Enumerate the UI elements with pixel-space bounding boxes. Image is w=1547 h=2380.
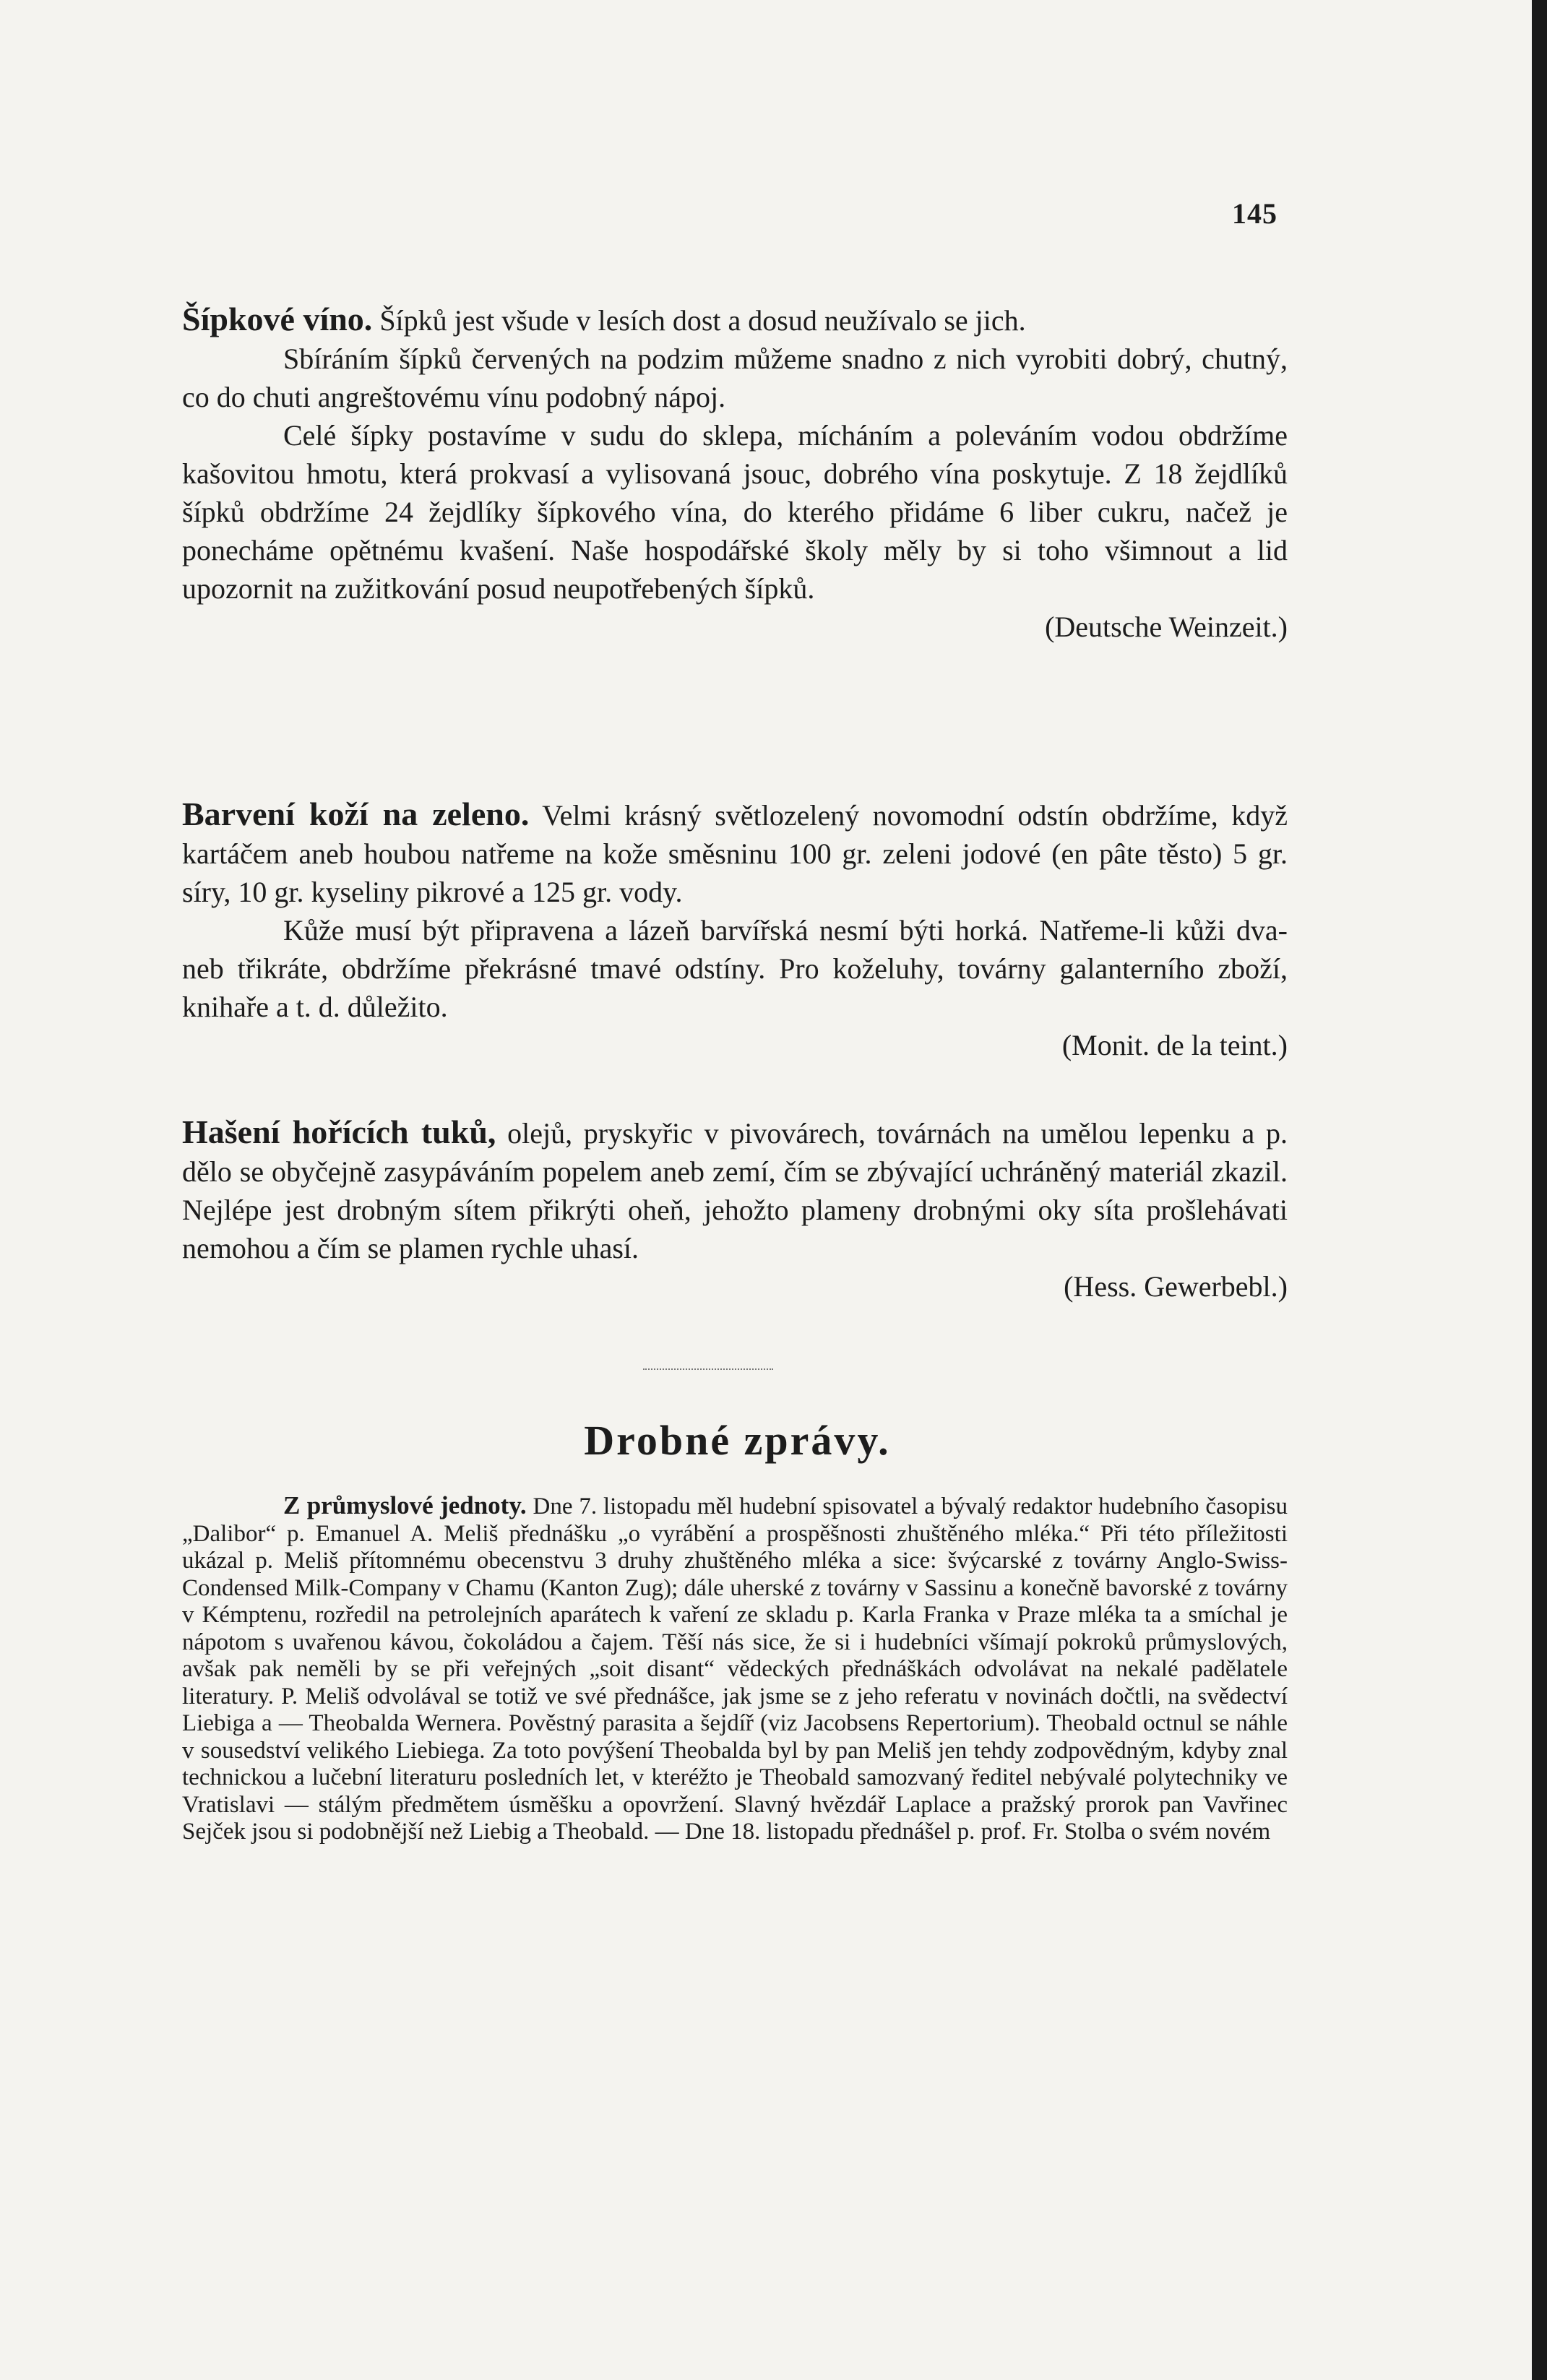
divider xyxy=(643,1368,773,1370)
article-source: (Hess. Gewerbebl.) xyxy=(1064,1270,1288,1303)
article-paragraph: olejů, pryskyřic v pivovárech, továrnách na umělou lepenku a p. dělo se obyčejně zasypáváním popelem aneb zemí, čím se zbývající uchráněný materiál zkazil. Nejlépe jest drobným sítem přikrýti oheň, jehožto plameny drobnými oky síta prošlehávati nemohou a čím se plamen rychle uhasí. xyxy=(182,1117,1288,1264)
page-number: 145 xyxy=(1232,197,1277,230)
article-heading: Šípkové víno. xyxy=(182,301,373,337)
article-barveni-kozi xyxy=(182,795,1288,1064)
article-paragraph: Šípků jest všude v lesích dost a dosud neužívalo se jich. xyxy=(379,304,1026,337)
news-section xyxy=(182,1492,1288,1846)
article-paragraph: Velmi krásný světlozelený novomodní odstín obdržíme, když kartáčem aneb houbou natřeme na kože směsninu 100 gr. zeleni jodové (en pâte těsto) 5 gr. síry, 10 gr. kyseliny pikrové a 125 gr. vody. xyxy=(182,799,1288,908)
article-heading: Hašení hořících tuků, xyxy=(182,1113,496,1150)
news-text: Dne 7. listopadu měl hudební spisovatel a bývalý redaktor hudebního časopisu „Dalibor“ p. Emanuel A. Meliš přednášku „o vyrábění a prospěšnosti zhuštěného mléka.“ Při této příležitosti ukázal p. Meliš přítomnému obecenstvu 3 druhy zhuštěného mléka a sice: švýcarské z továrny Anglo-Swiss-Condensed Milk-Company v Chamu (Kanton Zug); dále uherské z továrny v Sassinu a konečně bavorské z továrny v Kémptenu, rozředil na petrolejních aparátech k vaření ze skladu p. Karla Franka v Praze mléka ta a smíchal je nápotom s uvařenou kávou, čokoládou a čajem. Těší nás sice, že si i hudebníci všímají pokroků průmyslových, avšak pak neměli by se při veřejných „soit disant“ vědeckých přednáškách odvolávat na nekalé padělatele literatury. P. Meliš odvolával se totiž ve své přednášce, jak jsme se z jeho referatu v novinách dočtli, na svědectví Liebiga a — Theobalda Wernera. Pověstný parasita a šejdíř (viz Jacobsens Repertorium). Theobald octnul se náhle v sousedství velikého Liebiega. Za toto povýšení Theobalda byl by pan Meliš jen tehdy zodpovědným, kdyby znal technickou a lučební literaturu posledních let, v kteréžto je Theobald samozvaný ředitel nebývalé polytechniky ve Vratislavi — stálým předmětem úsměšku a opovržení. Slavný hvězdář Laplace a pražský prorok pan Vavřinec Sejček jsou si podobnější než Liebig a Theobald. — Dne 18. listopadu přednášel p. prof. Fr. Stolba o svém novém xyxy=(182,1493,1288,1845)
article-paragraph: Celé šípky postavíme v sudu do sklepa, mícháním a poleváním vodou obdržíme kašovitou hmotu, která prokvasí a vylisovaná jsouc, dobrého vína poskytuje. Z 18 žejdlíků šípků obdržíme 24 žejdlíky šípkového vína, do kterého přidáme 6 liber cukru, načež je ponecháme opětnému kvašení. Naše hospodářské školy měly by si toho všimnout a lid upozornit na zužitkování posud neupotřebených šípků. xyxy=(182,419,1288,605)
news-heading: Z průmyslové jednoty. xyxy=(283,1491,527,1519)
article-source: (Monit. de la teint.) xyxy=(1061,1029,1288,1061)
article-paragraph: Sbíráním šípků červených na podzim můžeme snadno z nich vyrobiti dobrý, chutný, co do chuti angreštovému vínu podobný nápoj. xyxy=(182,342,1288,413)
article-paragraph: Kůže musí být připravena a lázeň barvířská nesmí býti horká. Natřeme-li kůži dva- neb třikráte, obdržíme překrásné tmavé odstíny. Pro koželuhy, továrny galanterního zboží, knihaře a t. d. důležito. xyxy=(182,914,1288,1023)
article-haseni-tuku xyxy=(182,1113,1288,1306)
article-heading: Barvení koží na zeleno. xyxy=(182,796,530,832)
section-title: Drobné zprávy. xyxy=(584,1417,891,1464)
scan-edge xyxy=(1532,0,1547,2380)
article-sipkove-vino xyxy=(182,300,1288,646)
article-source: (Deutsche Weinzeit.) xyxy=(1045,611,1288,643)
